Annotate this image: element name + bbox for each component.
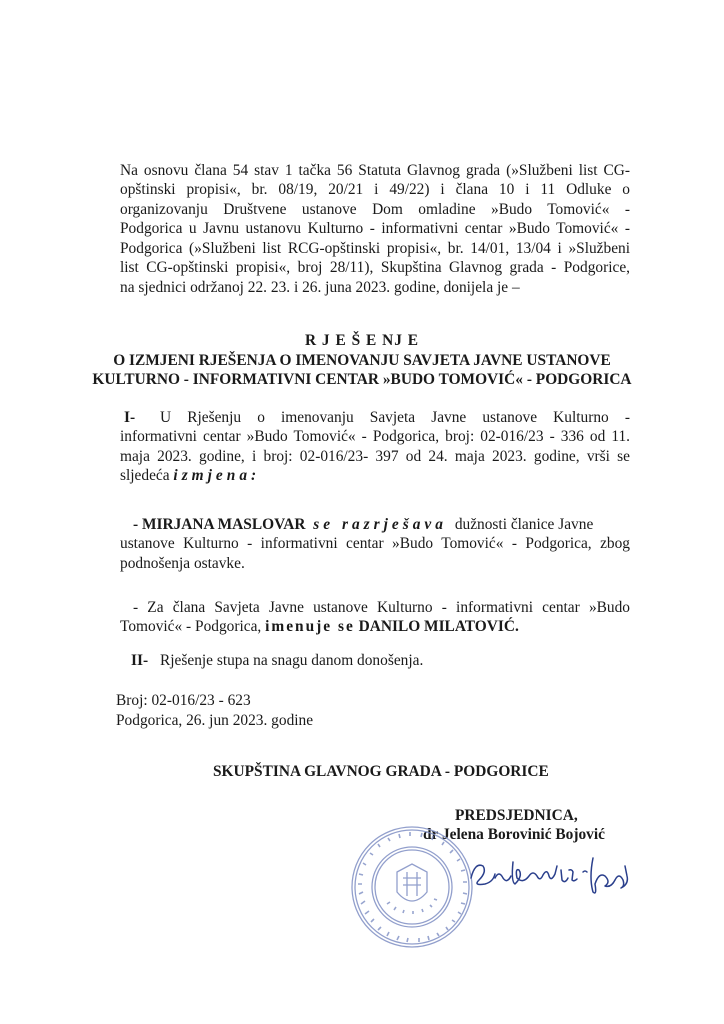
dismissal-line: ustanove Kulturno - informativni centar »Budo Tomović« - Podgorica, zbog — [120, 535, 630, 552]
preamble-line: Na osnovu člana 54 stav 1 tačka 56 Statuta Glavnog grada (»Službeni list CG- — [120, 162, 630, 179]
appointment-emphasis: imenuje se — [265, 618, 355, 635]
appointment-line: - Za člana Savjeta Javne ustanove Kulturno - informativni centar »Budo — [133, 599, 630, 616]
preamble-line: opštinski propisi«, br. 08/19, 20/21 i 49/22) i člana 10 i 11 Odluke o — [120, 181, 630, 198]
dismissal-emphasis: se razrješava — [313, 516, 447, 533]
dismissal-line: podnošenja ostavke. — [120, 555, 245, 572]
section-one-text: sljedeća — [120, 467, 174, 484]
preamble-line: list CG-opštinski propisi«, broj 28/11), Skupština Glavnog grada - Podgorice, — [120, 259, 630, 276]
preamble-line: Podgorica u Javnu ustanovu Kulturno - informativni centar »Budo Tomović« - — [120, 220, 630, 237]
section-one-line: U Rješenju o imenovanju Savjeta Javne ustanove Kulturno - — [160, 409, 630, 426]
signer-role: PREDSJEDNICA, — [455, 807, 578, 824]
document-title: R J E Š E NJ E — [304, 332, 420, 349]
signer-name: dr Jelena Borovinić Bojović — [423, 826, 605, 843]
section-one-line: maja 2023. godine, i broj: 02-016/23- 397 od 24. maja 2023. godine, vrši se — [120, 448, 630, 465]
section-one-line — [120, 466, 260, 485]
dismissed-member-name: - MIRJANA MASLOVAR — [133, 516, 306, 533]
section-two-text: Rješenje stupa na snagu danom donošenja. — [160, 652, 424, 669]
document-subtitle-line-2: KULTURNO - INFORMATIVNI CENTAR »BUDO TOMOVIĆ« - PODGORICA — [92, 371, 632, 388]
section-one-line: informativni centar »Budo Tomović« - Podgorica, broj: 02-016/23 - 336 od 11. — [120, 428, 630, 445]
preamble-line: Podgorica (»Službeni list RCG-opštinski propisi«, br. 14/01, 13/04 i »Službeni — [120, 240, 630, 257]
amendment-emphasis: izmjena: — [173, 467, 261, 484]
appointment-text: Tomović« - Podgorica, — [120, 618, 266, 635]
section-one-numeral: I- — [124, 409, 136, 426]
issuing-authority: SKUPŠTINA GLAVNOG GRADA - PODGORICE — [213, 763, 549, 780]
preamble-line: na sjednici održanoj 22. 23. i 26. juna 2023. godine, donijela je – — [120, 279, 520, 296]
appointment-line — [120, 617, 519, 636]
place-and-date: Podgorica, 26. jun 2023. godine — [116, 712, 314, 729]
section-two-numeral: II- — [131, 652, 149, 669]
appointed-member-name: DANILO MILATOVIĆ. — [354, 618, 519, 635]
dismissal-text: dužnosti članice Javne — [454, 516, 594, 533]
official-seal — [347, 822, 477, 952]
preamble-line: organizovanju Društvene ustanove Dom omladine »Budo Tomović« - — [120, 201, 630, 218]
document-number: Broj: 02-016/23 - 623 — [116, 692, 251, 709]
dismissal-line — [133, 515, 593, 534]
document-subtitle-line-1: O IZMJENI RJEŠENJA O IMENOVANJU SAVJETA JAVNE USTANOVE — [113, 352, 611, 369]
handwritten-signature — [465, 848, 630, 900]
